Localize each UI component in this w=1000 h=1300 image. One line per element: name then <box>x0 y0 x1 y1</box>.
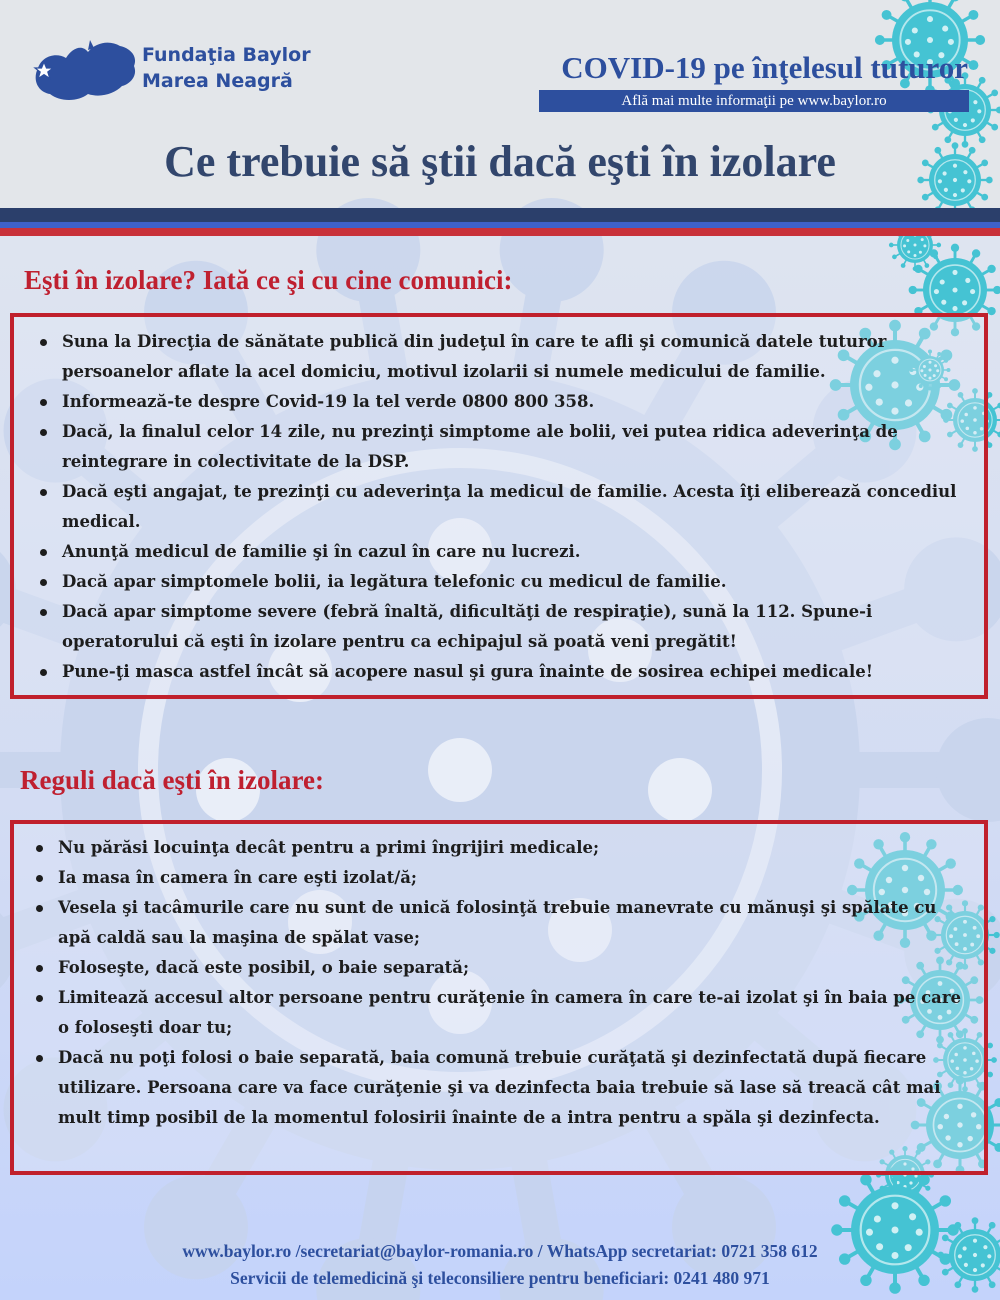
footer-contact-line[interactable]: www.baylor.ro /secretariat@baylor-romania.ro / WhatsApp secretariat: 0721 358 612 <box>182 1241 818 1261</box>
list-item: Anunţă medicul de familie şi în cazul în care nu lucrezi. <box>62 537 966 567</box>
list-item: Limitează accesul altor persoane pentru curăţenie în camera în care te-ai izolat şi în baia pe care o foloseşti doar tu; <box>58 983 966 1043</box>
list-item: Nu părăsi locuinţa decât pentru a primi îngrijiri medicale; <box>58 833 966 863</box>
list-item: Pune-ţi masca astfel încât să acopere nasul şi gura înainte de sosirea echipei medicale! <box>62 657 966 687</box>
footer-telemedicine-line: Servicii de telemedicină şi teleconsiliere pentru beneficiari: 0241 480 971 <box>230 1268 770 1288</box>
section-heading-rules: Reguli dacă eşti în izolare: <box>20 765 324 795</box>
list-item: Dacă, la finalul celor 14 zile, nu prezinţi simptome ale bolii, vei putea ridica adeverinţa de reintegrare in colectivitate de la DSP. <box>62 417 966 477</box>
list-item: Foloseşte, dacă este posibil, o baie separată; <box>58 953 966 983</box>
page-title: Ce trebuie să ştii dacă eşti în izolare <box>164 137 836 186</box>
org-name-line2: Marea Neagră <box>142 70 293 92</box>
org-name-line1: Fundaţia Baylor <box>142 44 311 66</box>
communication-box <box>10 313 988 699</box>
list-item: Dacă eşti angajat, te prezinţi cu adeverinţa la medicul de familie. Acesta îţi eliberează concediul medical. <box>62 477 966 537</box>
section-heading-communication: Eşti în izolare? Iată ce şi cu cine comunici: <box>24 265 513 295</box>
divider-stripe-red <box>0 228 1000 236</box>
list-item: Vesela şi tacâmurile care nu sunt de unică folosinţă trebuie manevrate cu mănuşi şi spălate cu apă caldă sau la maşina de spălat vase; <box>58 893 966 953</box>
divider-stripe-navy <box>0 208 1000 222</box>
rules-box <box>10 820 988 1175</box>
black-sea-map-logo <box>30 38 140 104</box>
list-item: Suna la Direcţia de sănătate publică din judeţul în care te afli şi comunică datele tuturor persoanelor aflate la acel domiciu, motivul izolarii si numele medicului de familie. <box>62 327 966 387</box>
series-title: COVID-19 pe înţelesul tuturor <box>561 50 968 85</box>
info-link-banner[interactable]: Află mai multe informaţii pe www.baylor.ro <box>539 90 969 112</box>
communication-list <box>14 317 984 687</box>
list-item: Dacă apar simptomele bolii, ia legătura telefonic cu medicul de familie. <box>62 567 966 597</box>
list-item: Dacă apar simptome severe (febră înaltă, dificultăţi de respiraţie), sună la 112. Spune-i operatorului că eşti în izolare pentru ca echipajul să poată veni pregătit! <box>62 597 966 657</box>
organization-name <box>142 42 362 94</box>
list-item: Dacă nu poţi folosi o baie separată, baia comună trebuie curăţată şi dezinfectată după fiecare utilizare. Persoana care va face curăţenie şi va dezinfecta baia trebuie să lase să treacă cât mai mult timp posibil de la momentul folosirii înainte de a intra pentru a spăla şi dezinfecta. <box>58 1043 966 1133</box>
footer-contact <box>0 1238 1000 1292</box>
rules-list <box>14 824 984 1133</box>
list-item: Ia masa în camera în care eşti izolat/ă; <box>58 863 966 893</box>
list-item: Informează-te despre Covid-19 la tel verde 0800 800 358. <box>62 387 966 417</box>
